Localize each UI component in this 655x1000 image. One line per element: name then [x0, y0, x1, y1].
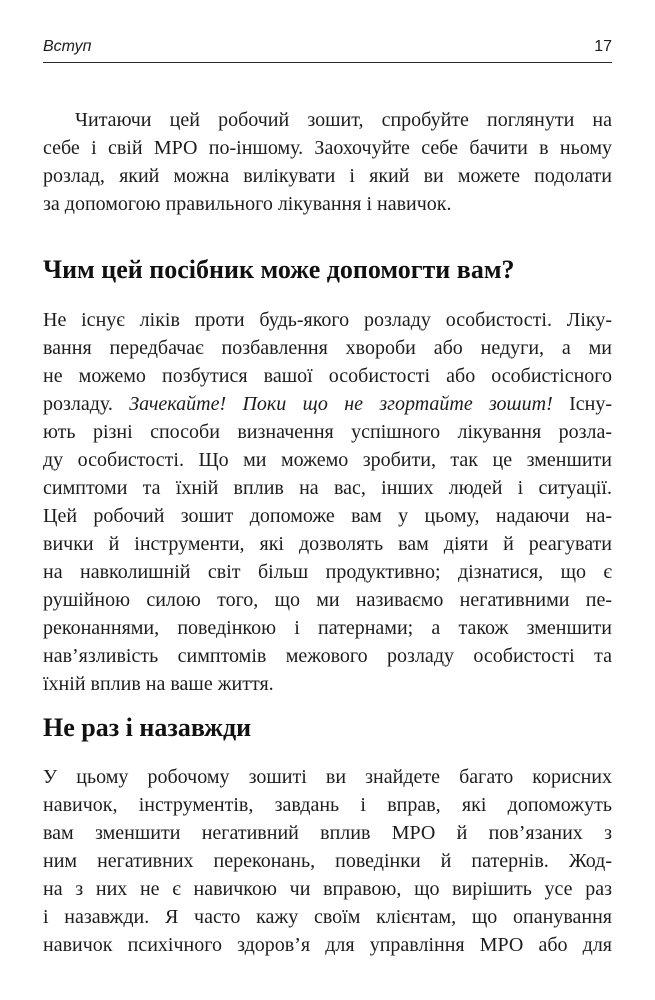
italic-emphasis: Зачекайте! Поки що не згортайте зошит! [129, 393, 553, 415]
text-line: їхній вплив на ваше життя. [43, 673, 274, 695]
text-line [43, 390, 612, 418]
intro-paragraph [43, 106, 612, 218]
text-line: Читаючи цей робочий зошит, спробуйте поглянути на [75, 109, 612, 131]
text-line: навичок, інструментів, завдань і вправ, які допоможуть [43, 794, 612, 816]
text-line: нав’язливість симптомів межового розладу особистості та [43, 645, 612, 667]
text-line: реконаннями, поведінкою і патернами; а також зменшити [43, 617, 612, 639]
section1-paragraph [43, 306, 612, 698]
text-line: на навколишній світ більш продуктивно; дізнатися, що є [43, 561, 612, 583]
text-line: навичок психічного здоров’я для управління МРО або для [43, 934, 612, 956]
running-header [43, 36, 612, 63]
section2-paragraph [43, 763, 612, 959]
section-heading-not-once-and-for-all: Не раз і назавжди [43, 713, 252, 742]
text-line: вання передбачає позбавлення хвороби або недуги, а ми [43, 337, 612, 359]
text-line: розлад, який можна вилікувати і який ви можете подолати [43, 165, 612, 187]
page-number: 17 [594, 38, 612, 55]
text-line: вички й інструменти, які дозволять вам діяти й реагувати [43, 533, 612, 555]
text-line: себе і свій МРО по-іншому. Заохочуйте себе бачити в ньому [43, 137, 612, 159]
text-line: не можемо позбутися вашої особистості або особистісного [43, 365, 612, 387]
text-line: і назавжди. Я часто кажу своїм клієнтам, що опанування [43, 906, 612, 928]
text-segment: Існу- [552, 393, 612, 415]
text-line: Не існує ліків проти будь-якого розладу особистості. Ліку- [43, 309, 612, 331]
text-line: ду особистості. Що ми можемо зробити, так це зменшити [43, 449, 612, 471]
running-header-section: Вступ [43, 38, 92, 55]
section-heading-how-this-helps: Чим цей посібник може допомогти вам? [43, 255, 515, 284]
text-line: на з них не є навичкою чи вправою, що вирішить усе раз [43, 878, 612, 900]
text-line: Цей робочий зошит допоможе вам у цьому, надаючи на- [43, 505, 612, 527]
text-line: вам зменшити негативний вплив МРО й пов’язаних з [43, 822, 612, 844]
text-line: симптоми та їхній вплив на вас, інших людей і ситуації. [43, 477, 612, 499]
text-line: ним негативних переконань, поведінки й патернів. Жод- [43, 850, 612, 872]
text-line: ють різні способи визначення успішного лікування розла- [43, 421, 612, 443]
text-line: У цьому робочому зошиті ви знайдете багато корисних [43, 766, 612, 788]
text-line: за допомогою правильного лікування і навичок. [43, 193, 452, 215]
text-line: рушійною силою того, що ми називаємо негативними пе- [43, 589, 612, 611]
text-segment: розладу. [43, 393, 130, 415]
